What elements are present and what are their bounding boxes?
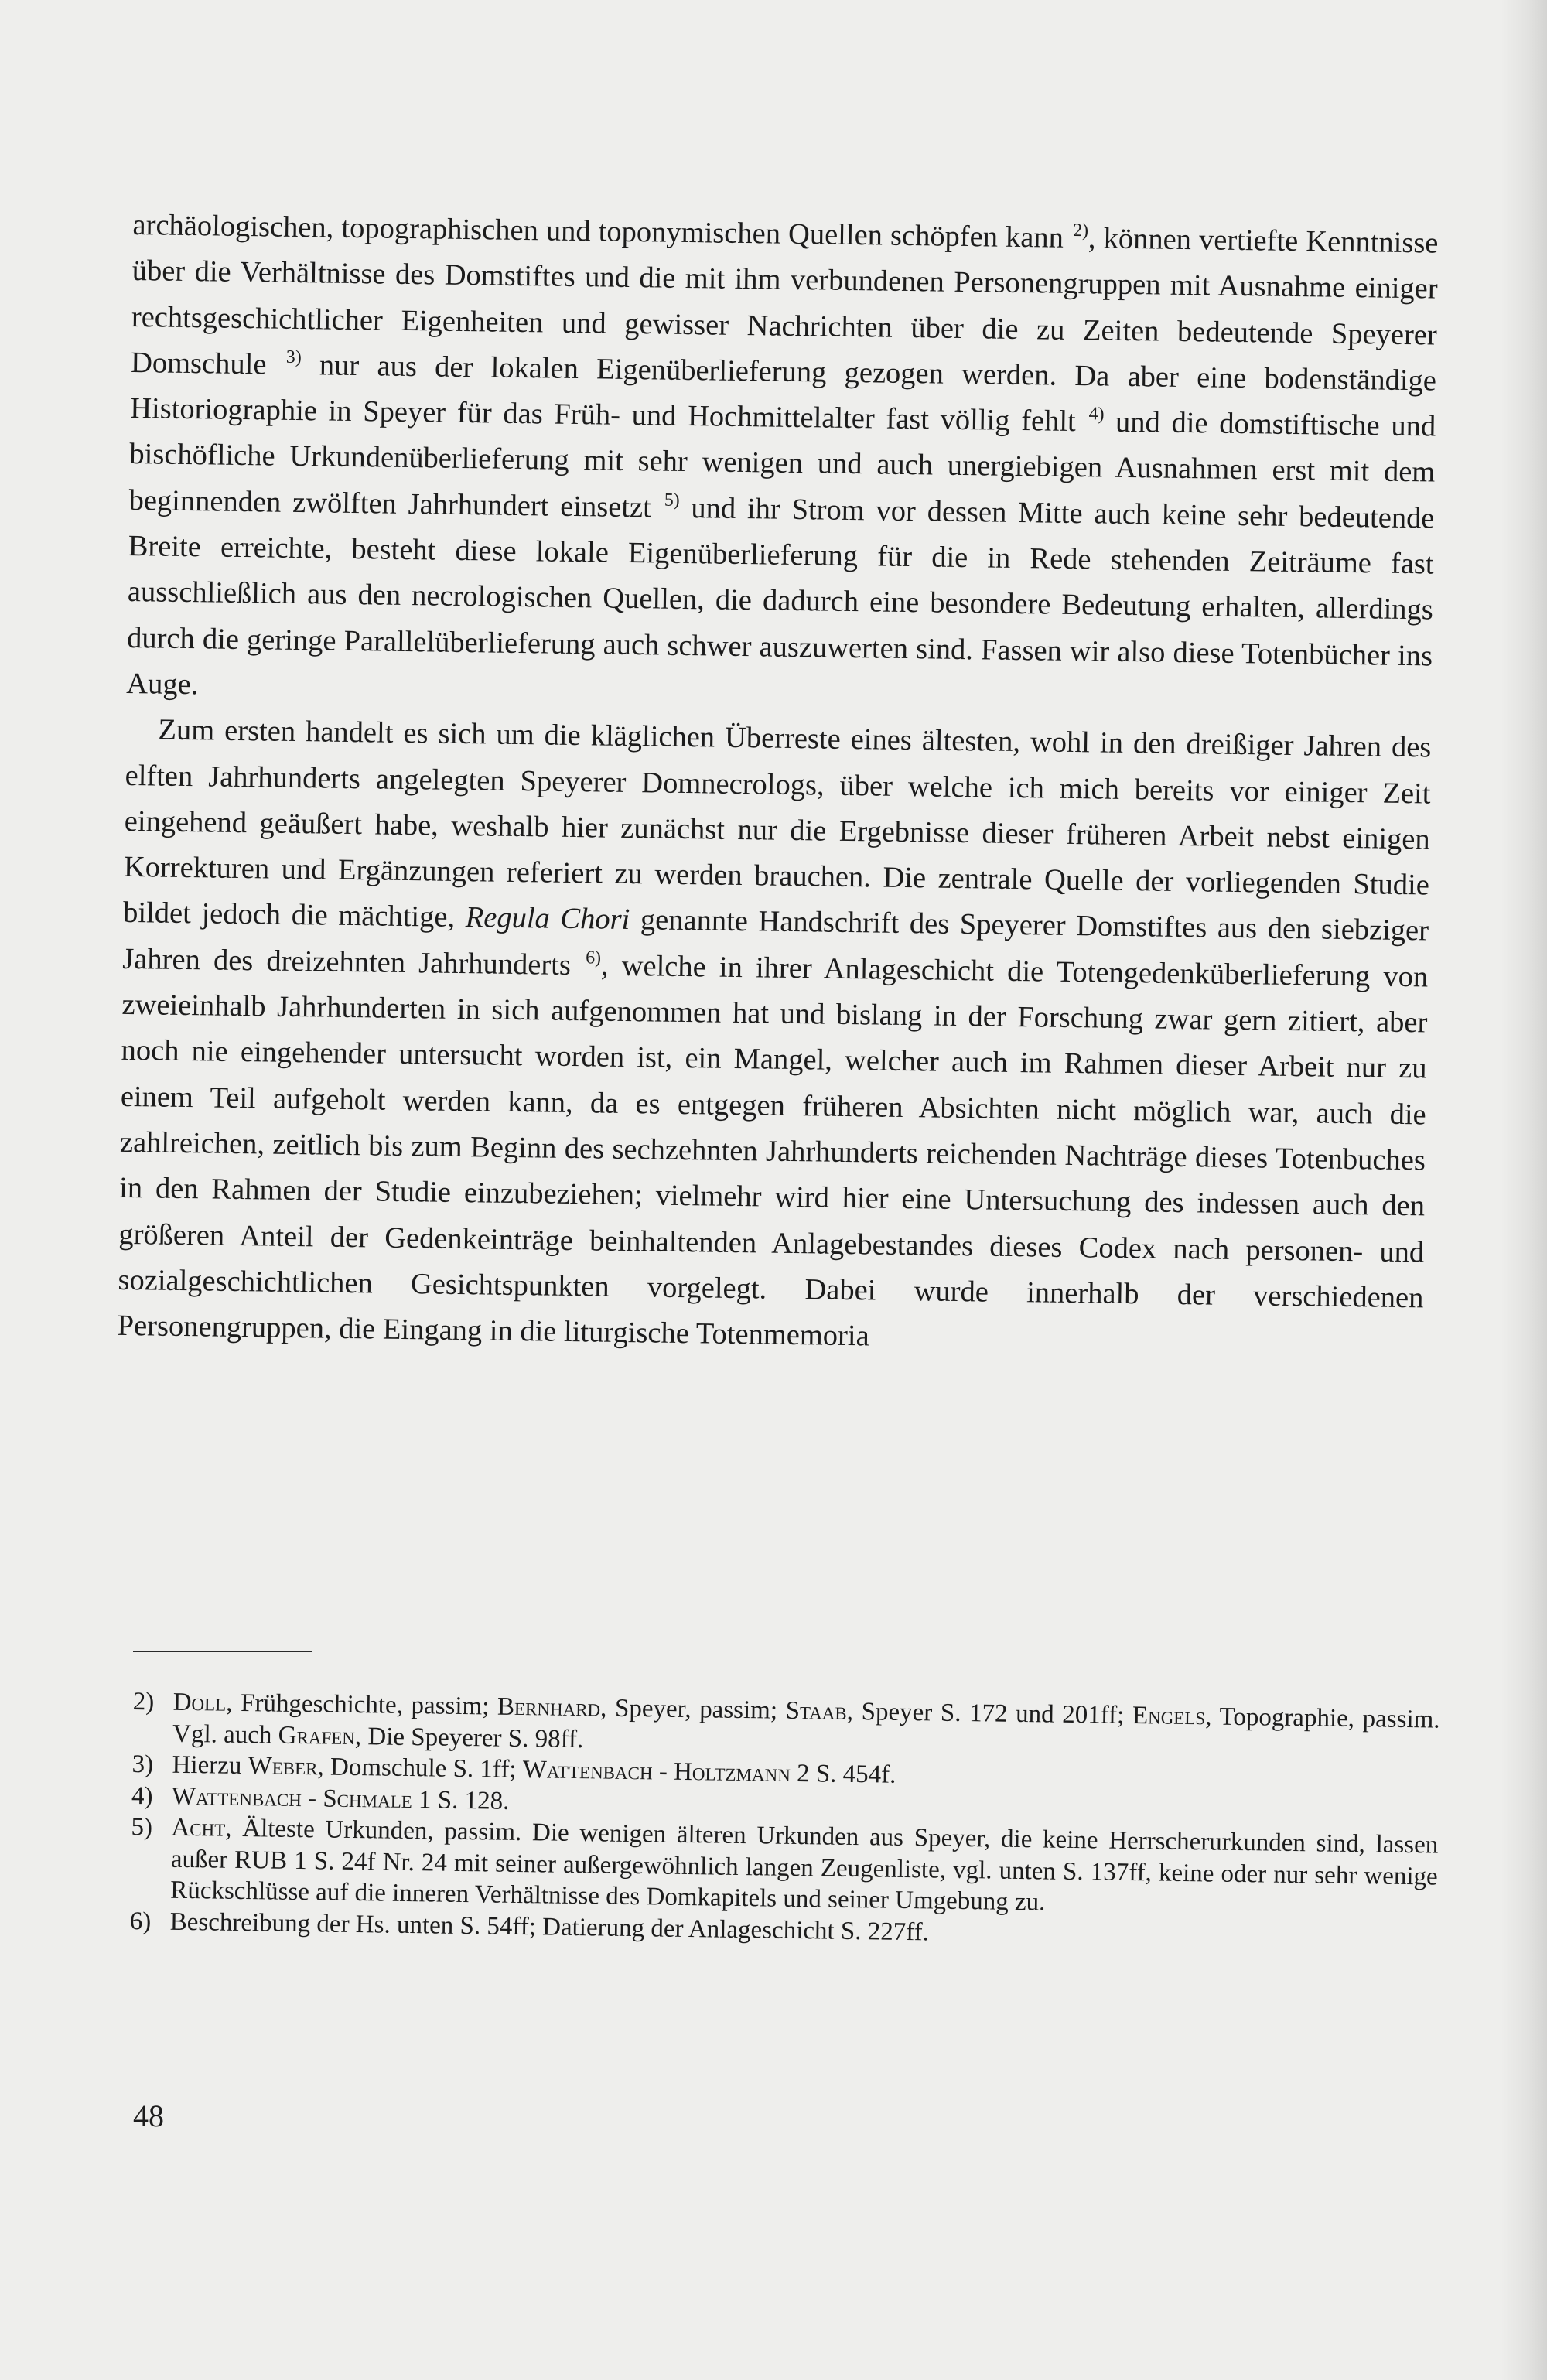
- author-name: Doll: [172, 1688, 227, 1717]
- footnote-text: , Frühgeschichte, passim;: [226, 1689, 498, 1721]
- page-edge-shadow: [1501, 0, 1547, 2380]
- author-name: Acht: [171, 1813, 226, 1842]
- footnote-number: 6): [129, 1907, 152, 1935]
- footnote-separator: [133, 1651, 312, 1652]
- author-name: Bernhard: [497, 1692, 601, 1723]
- footnote-number: 3): [131, 1750, 154, 1779]
- paragraph: [117, 707, 1431, 1368]
- footnote-text: , Speyer S. 172 und 201ff;: [846, 1697, 1133, 1730]
- italic-title: Regula Chori: [465, 901, 630, 937]
- footnote-text: 2 S. 454f.: [790, 1759, 896, 1789]
- footnote-text: , Die Speyerer S. 98ff.: [354, 1722, 584, 1753]
- footnote-text: Beschreibung der Hs. unten S. 54ff; Datierung der Anlageschicht S. 227ff.: [169, 1907, 930, 1946]
- text-run: , welche in ihrer Anlageschicht die Totengedenküberlieferung von zweieinhalb Jahrhunderten in sich aufgenommen hat und bislang in der Forschung zwar gern zitiert, aber noch nie eingehender untersucht worden ist, ein Mangel, welcher auch im Rahmen dieser Arbeit nur zu einem Teil aufgeholt werden kann, da es entgegen früheren Absichten nicht möglich war, auch die zahlreichen, zeitlich bis zum Beginn des sechzehnten Jahrhunderts reichenden Nachträge dieses Totenbuches in den Rahmen der Studie einzubeziehen; vielmehr wird hier eine Untersuchung des indessen auch den größeren Anteil der Gedenkeinträge beinhaltenden Anlagebestandes dieses Codex nach personen- und sozialgeschichtlichen Gesichtspunkten vorgelegt. Dabei wurde innerhalb der verschiedenen Personengruppen, die Eingang in die liturgische Totenmemoria: [117, 949, 1429, 1353]
- footnote-number: 4): [131, 1781, 153, 1810]
- text-run: genannte Handschrift des Speyerer Domstiftes aus den siebziger Jahren des dreizehnten Jahrhunderts: [122, 903, 1429, 982]
- text-run: und ihr Strom vor dessen Mitte auch keine sehr bedeutende Breite erreichte, besteht diese lokale Eigenüberlieferung für die in Rede stehenden Zeiträume fast ausschließlich aus den necrologischen Quellen, die dadurch eine besondere Bedeutung erhalten, allerdings durch die geringe Parallelüberlieferung auch schwer auszuwerten sind. Fassen wir also diese Totenbücher ins Auge.: [126, 491, 1435, 702]
- footnote-reference: 3): [285, 347, 302, 368]
- footnote-text: , Speyer, passim;: [599, 1694, 786, 1725]
- author-name: Grafen: [278, 1721, 356, 1750]
- text-run: , können vertiefte Kenntnisse über die Verhältnisse des Domstiftes und die mit ihm verbundenen Personengruppen mit Ausnahme einiger rechtsgeschichtlicher Eigenheiten und gewisser Nachrichten über die zu Zeiten bedeutende Speyerer Domschule: [130, 222, 1439, 381]
- footnote-reference: 6): [586, 948, 602, 968]
- author-name: Wattenbach - Schmale: [171, 1782, 413, 1814]
- author-name: Engels: [1132, 1702, 1206, 1731]
- text-run: Zum ersten handelt es sich um die kläglichen Überreste eines ältesten, wohl in den dreißiger Jahren des elften Jahrhunderts angelegten Speyerer Domnecrologs, über welche ich mich bereits vor einiger Zeit eingehend geäußert habe, weshalb hier zunächst nur die Ergebnisse dieser früheren Arbeit nebst einigen Korrekturen und Ergänzungen referiert zu werden brauchen. Die zentrale Quelle der vorliegenden Studie bildet jedoch die mächtige,: [122, 713, 1432, 934]
- footnote-text: , Domschule S. 1ff;: [317, 1753, 523, 1784]
- paragraph: [126, 203, 1439, 726]
- text-run: nur aus der lokalen Eigenüberlieferung gezogen werden. Da aber eine bodenständige Historiographie in Speyer für das Früh- und Hochmittelalter fast völlig fehlt: [129, 348, 1437, 439]
- text-run: und die domstiftische und bischöfliche Urkundenüberlieferung mit sehr wenigen und auch unergiebigen Ausnahmen erst mit dem beginnenden zwölften Jahrhundert einsetzt: [128, 405, 1436, 524]
- footnote-reference: 5): [664, 490, 680, 510]
- author-name: Weber: [248, 1752, 318, 1781]
- footnote-reference: 2): [1072, 220, 1089, 241]
- footnote-reference: 4): [1088, 404, 1105, 425]
- author-name: Staab: [785, 1696, 848, 1726]
- footnote: [130, 1811, 1439, 1924]
- footnote-text: , Älteste Urkunden, passim. Die wenigen älteren Urkunden aus Speyer, die keine Herrscherurkunden sind, lassen außer RUB 1 S. 24f Nr. 24 mit seiner außergewöhnlich langen Zeugenliste, vgl. unten S. 137ff, keine oder nur sehr wenige Rückschlüsse auf die inneren Verhältnisse des Domkapitels und seiner Umgebung zu.: [170, 1814, 1439, 1917]
- footnote-text: Hierzu: [172, 1750, 248, 1781]
- page-number: 48: [133, 2098, 164, 2133]
- body-text: [117, 203, 1439, 1368]
- footnote-number: 5): [131, 1812, 153, 1842]
- text-run: archäologischen, topographischen und toponymischen Quellen schöpfen kann: [132, 208, 1072, 254]
- footnote-number: 2): [132, 1687, 155, 1716]
- author-name: Wattenbach - Holtzmann: [522, 1756, 791, 1788]
- footnote-text: , Topographie, passim. Vgl. auch: [172, 1702, 1440, 1750]
- footnote-text: 1 S. 128.: [412, 1785, 510, 1815]
- footnotes: [129, 1686, 1439, 1955]
